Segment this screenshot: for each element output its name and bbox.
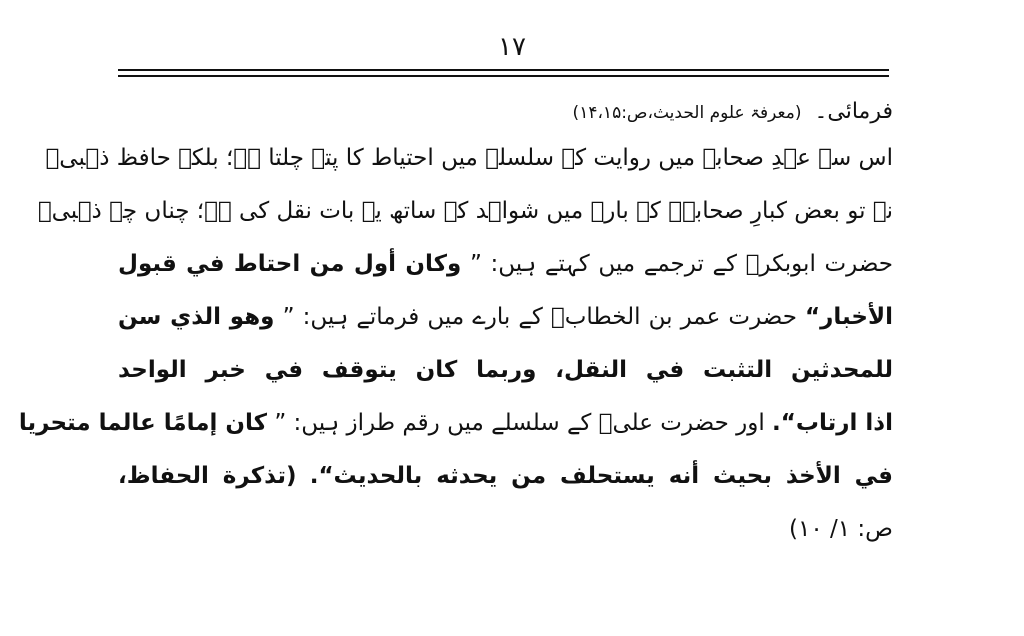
line-1-source: (معرفۃ علوم الحدیث،ص:۱۴،۱۵) [572,103,802,123]
line-5-arabic: الأخبار“ [805,304,894,330]
line-7-arabic-2: كان إمامًا عالما متحريا [18,410,268,436]
header-rule-bottom [118,75,889,77]
line-2: اس سے عہدِ صحابہ میں روایت کے سلسلے میں احتیاط کا پتہ چلتا ہے؛ بلکہ حافظ ذہبیؒ [45,145,893,171]
line-9: ص: ۱/ ۱۰) [789,516,893,542]
line-7-arabic: اذا ارتاب“. [772,410,893,436]
line-1-lead: فرمائی۔ [814,99,893,124]
page-number: ۱۷ [498,32,526,62]
line-3: نے تو بعض کبارِ صحابہؓ کے بارے میں شواہد کے ساتھ یہ بات نقل کی ہے؛ چناں چہ ذہبیؒ [37,198,893,224]
line-4-urdu: حضرت ابوبکرؓ کے ترجمے میں کہتے ہیں: ” [469,251,894,277]
line-5-arabic-2: وهو الذي سن [118,304,275,330]
line-1 [118,92,893,132]
line-8-arabic: في الأخذ بحيث أنه يستحلف من يحدثه بالحديث“. [309,463,893,489]
line-5 [118,291,893,344]
line-6: للمحدثين التثبت في النقل، وربما كان يتوقف في خبر الواحد [118,357,893,383]
header-rule-top [118,69,889,71]
line-5-urdu: حضرت عمر بن الخطابؓ کے بارے میں فرماتے ہیں: ” [282,304,797,330]
line-4 [118,238,893,291]
page-body [18,92,894,556]
line-8-citation: (تذكرة الحفاظ، [118,463,297,489]
line-8 [118,450,893,503]
line-4-arabic: وكان أول من احتاط في قبول [118,251,462,277]
line-7-urdu: اور حضرت علیؓ کے سلسلے میں رقم طراز ہیں: ” [274,410,765,436]
line-7 [18,397,893,450]
